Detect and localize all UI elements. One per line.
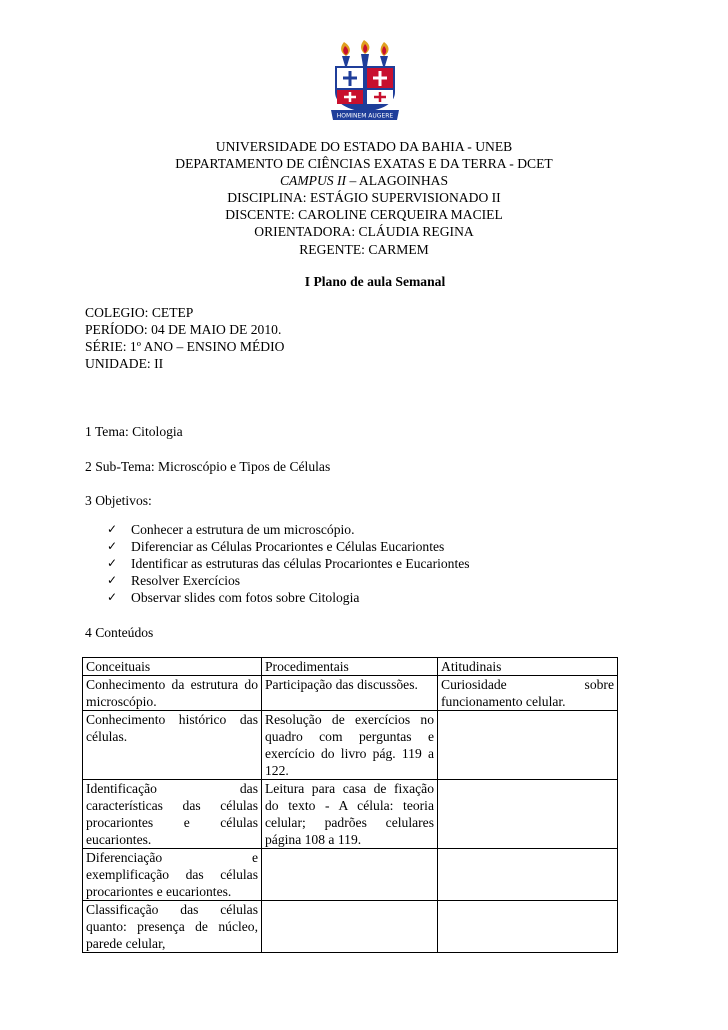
campus-name: CAMPUS II (279, 173, 347, 189)
subtheme-line: 2 Sub-Tema: Microscópio e Tipos de Células (85, 459, 331, 474)
table-cell: Participação das discussões. (262, 676, 438, 711)
list-item: ✓ Resolver Exercícios (107, 573, 241, 588)
table-cell: Classificação das células quanto: presença de núcleo, parede celular, (83, 901, 262, 953)
table-cell: Diferenciação e exemplificação das células procariontes e eucariontes. (83, 849, 262, 901)
contents-table (82, 657, 618, 953)
unit-line: UNIDADE: II (85, 356, 164, 371)
table-cell (262, 901, 438, 953)
checkmark-icon: ✓ (107, 522, 118, 536)
table-cell: Resolução de exercícios no quadro com perguntas e exercício do livro pág. 119 a 122. (262, 711, 438, 780)
table-row (83, 849, 618, 901)
table-cell: Conhecimento histórico das células. (83, 711, 262, 780)
table-row (83, 780, 618, 849)
table-cell (438, 901, 618, 953)
university-name: UNIVERSIDADE DO ESTADO DA BAHIA - UNEB (215, 139, 513, 154)
table-row (83, 711, 618, 780)
table-cell: Leitura para casa de fixação do texto - A célula: teoria celular; padrões celulares página 108 a 119. (262, 780, 438, 849)
table-cell: Identificação das características das células procariontes e células eucariontes. (83, 780, 262, 849)
shield-icon (335, 66, 395, 112)
advisor-line: ORIENTADORA: CLÁUDIA REGINA (254, 224, 474, 240)
list-item: ✓ Identificar as estruturas das células Procariontes e Eucariontes (107, 556, 470, 571)
header-cell-atitudinais: Atitudinais (438, 658, 618, 676)
grade-line: SÉRIE: 1º ANO – ENSINO MÉDIO (85, 339, 285, 354)
header-cell-procedimentais: Procedimentais (262, 658, 438, 676)
campus-line (0, 172, 728, 189)
school-line: COLEGIO: CETEP (85, 305, 194, 320)
torch-icon (341, 42, 350, 66)
table-cell (438, 849, 618, 901)
table-row (83, 901, 618, 953)
table-cell (438, 780, 618, 849)
uneb-logo (327, 40, 403, 122)
list-item: ✓ Observar slides com fotos sobre Citologia (107, 590, 360, 605)
plan-title: I Plano de aula Semanal (304, 274, 446, 289)
contents-title: 4 Conteúdos (85, 625, 154, 640)
checkmark-icon: ✓ (107, 539, 118, 553)
student-line: DISCENTE: CAROLINE CERQUEIRA MACIEL (225, 207, 503, 223)
period-line: PERÍODO: 04 DE MAIO DE 2010. (85, 322, 282, 337)
header-cell-conceituais: Conceituais (83, 658, 262, 676)
motto-ribbon (331, 110, 399, 120)
objectives-title: 3 Objetivos: (85, 493, 152, 508)
table-cell (262, 849, 438, 901)
objectives-list (107, 521, 470, 606)
table-cell: Curiosidade sobre funcionamento celular. (438, 676, 618, 711)
list-item: ✓ Conhecer a estrutura de um microscópio. (107, 522, 355, 537)
checkmark-icon: ✓ (107, 573, 118, 587)
discipline-line: DISCIPLINA: ESTÁGIO SUPERVISIONADO II (227, 190, 501, 206)
table-cell (438, 711, 618, 780)
logo-motto: HOMINEM AUGERE (336, 112, 394, 120)
table-row (83, 676, 618, 711)
list-item: ✓ Diferenciar as Células Procariontes e Células Eucariontes (107, 539, 445, 554)
checkmark-icon: ✓ (107, 556, 118, 570)
campus-city: – ALAGOINHAS (346, 173, 449, 189)
department-name: DEPARTAMENTO DE CIÊNCIAS EXATAS E DA TERRA - DCET (175, 156, 553, 172)
table-cell: Conhecimento da estrutura do microscópio. (83, 676, 262, 711)
institution-header (0, 138, 728, 258)
checkmark-icon: ✓ (107, 590, 118, 604)
theme-line: 1 Tema: Citologia (85, 424, 183, 439)
teacher-line: REGENTE: CARMEM (299, 241, 429, 257)
table-header-row (83, 658, 618, 676)
class-info (85, 304, 284, 372)
